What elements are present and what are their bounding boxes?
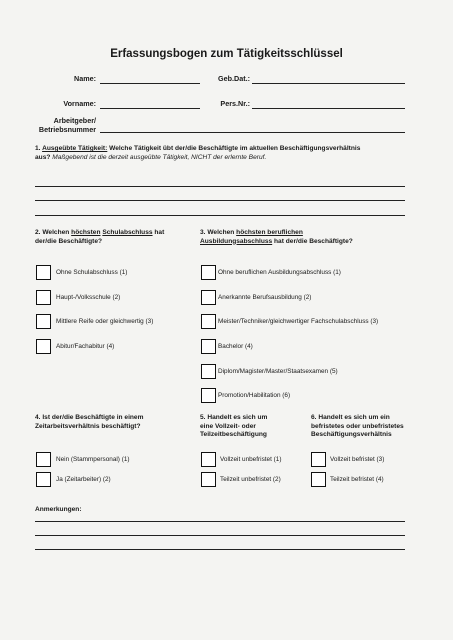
- q3-checkbox-4[interactable]: [201, 339, 216, 354]
- birthdate-field[interactable]: [252, 83, 405, 84]
- q6-checkbox-1[interactable]: [311, 452, 326, 467]
- q6-option-1: Vollzeit befristet (3): [330, 456, 385, 463]
- q3-option-4: Bachelor (4): [218, 343, 253, 350]
- q1-answer-line-1[interactable]: [35, 186, 405, 187]
- q3-checkbox-3[interactable]: [201, 314, 216, 329]
- q2-checkbox-2[interactable]: [36, 290, 51, 305]
- q2-text: 2. Welchen höchsten Schulabschluss hat der/die Beschäftigte?: [35, 229, 165, 245]
- q5-text: 5. Handelt es sich um eine Vollzeit- oder Teilzeitbeschäftigung: [200, 414, 268, 439]
- employer-field[interactable]: [100, 132, 405, 133]
- q2-option-4: Abitur/Fachabitur (4): [56, 343, 115, 350]
- q3-text: 3. Welchen höchsten beruflichen Ausbildungsabschluss hat der/die Beschäftigte?: [200, 229, 353, 245]
- q3-checkbox-1[interactable]: [201, 265, 216, 280]
- remarks-line-3[interactable]: [35, 549, 405, 550]
- q3-option-2: Anerkannte Berufsausbildung (2): [218, 294, 312, 301]
- q6-checkbox-2[interactable]: [311, 472, 326, 487]
- q6-option-2: Teilzeit befristet (4): [330, 476, 384, 483]
- personnel-number-label: Pers.Nr.:: [220, 99, 250, 108]
- q4-option-1: Nein (Stammpersonal) (1): [56, 456, 130, 463]
- q5-option-1: Vollzeit unbefristet (1): [220, 456, 282, 463]
- q3-option-3: Meister/Techniker/gleichwertiger Fachschulabschluss (3): [218, 318, 379, 325]
- q4-option-2: Ja (Zeitarbeiter) (2): [56, 476, 111, 483]
- q2-checkbox-3[interactable]: [36, 314, 51, 329]
- birthdate-label: Geb.Dat.:: [218, 74, 250, 83]
- name-label: Name:: [74, 74, 96, 83]
- q6-text: 6. Handelt es sich um ein befristetes oder unbefristetes Beschäftigungsverhältnis: [311, 414, 404, 439]
- firstname-field[interactable]: [100, 108, 200, 109]
- q4-checkbox-1[interactable]: [36, 452, 51, 467]
- q5-checkbox-1[interactable]: [201, 452, 216, 467]
- remarks-line-1[interactable]: [35, 521, 405, 522]
- firstname-label: Vorname:: [63, 99, 96, 108]
- q2-option-3: Mittlere Reife oder gleichwertig (3): [56, 318, 154, 325]
- q3-checkbox-2[interactable]: [201, 290, 216, 305]
- q2-checkbox-1[interactable]: [36, 265, 51, 280]
- q4-checkbox-2[interactable]: [36, 472, 51, 487]
- q4-text: 4. Ist der/die Beschäftigte in einem Zeitarbeitsverhältnis beschäftigt?: [35, 414, 144, 430]
- form-title: Erfassungsbogen zum Tätigkeitsschlüssel: [110, 48, 343, 60]
- q3-checkbox-6[interactable]: [201, 388, 216, 403]
- q1-text: 1. Ausgeübte Tätigkeit: Welche Tätigkeit übt der/die Beschäftigte im aktuellen Beschäftigungsverhältnis aus? Maßgebend ist die derzeit ausgeübte Tätigkeit, NICHT der erlernte Beruf.: [35, 145, 361, 161]
- q2-checkbox-4[interactable]: [36, 339, 51, 354]
- q3-checkbox-5[interactable]: [201, 364, 216, 379]
- q3-option-5: Diplom/Magister/Master/Staatsexamen (5): [218, 368, 338, 375]
- employer-label-line2: Betriebsnummer: [38, 125, 96, 134]
- q3-option-6: Promotion/Habilitation (6): [218, 392, 291, 399]
- q2-option-1: Ohne Schulabschluss (1): [56, 269, 128, 276]
- q2-option-2: Haupt-/Volksschule (2): [56, 294, 121, 301]
- remarks-label: Anmerkungen:: [35, 506, 82, 513]
- q1-answer-line-2[interactable]: [35, 200, 405, 201]
- q5-checkbox-2[interactable]: [201, 472, 216, 487]
- q3-option-1: Ohne beruflichen Ausbildungsabschluss (1): [218, 269, 341, 276]
- q1-answer-line-3[interactable]: [35, 215, 405, 216]
- q5-option-2: Teilzeit unbefristet (2): [220, 476, 281, 483]
- employer-label-line1: Arbeitgeber/: [53, 116, 96, 125]
- name-field[interactable]: [100, 83, 200, 84]
- remarks-line-2[interactable]: [35, 535, 405, 536]
- personnel-number-field[interactable]: [252, 108, 405, 109]
